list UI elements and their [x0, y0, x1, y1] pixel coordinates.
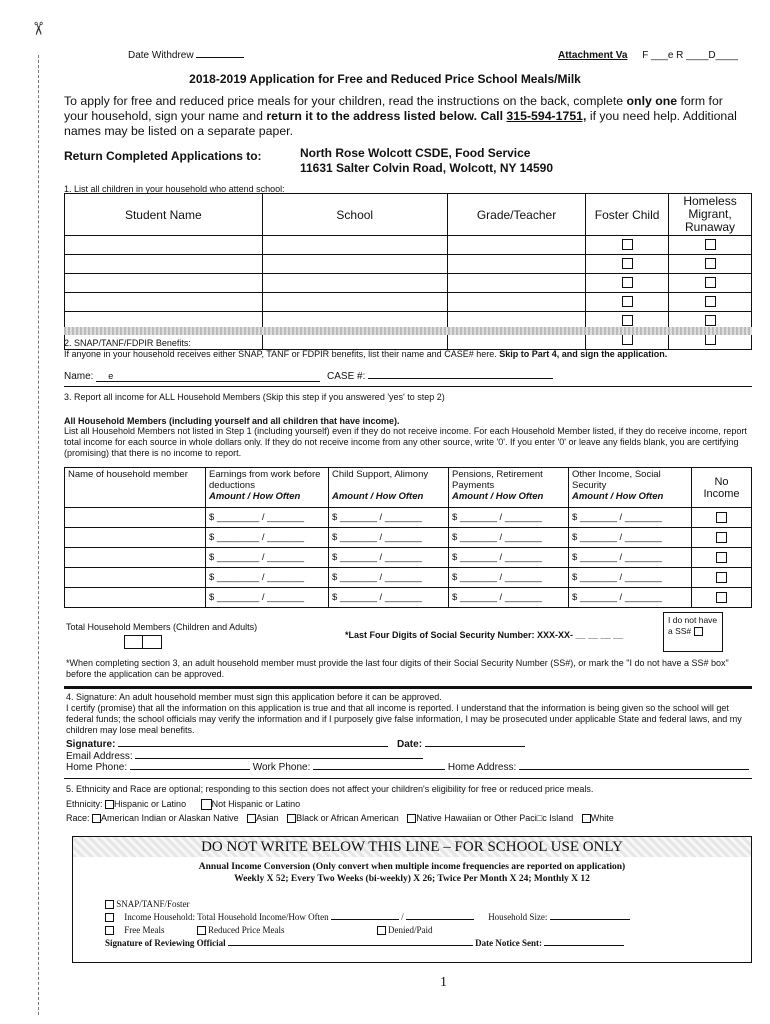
- reduced-checkbox[interactable]: [197, 926, 206, 935]
- homeless-checkbox[interactable]: [705, 239, 716, 250]
- email-field[interactable]: Email Address:: [66, 751, 423, 762]
- date-withdrew: Date Withdrew: [128, 50, 244, 61]
- race-checkbox[interactable]: [92, 814, 101, 823]
- step1-heading: 1. List all children in your household who attend school:: [64, 184, 285, 194]
- step2-text: If anyone in your household receives either SNAP, TANF or FDPIR benefits, list their name and CASE# here. Skip to Part 4, and sign the application.: [64, 349, 668, 359]
- case-number-field[interactable]: [368, 378, 553, 379]
- col-foster-child: Foster Child: [586, 194, 669, 236]
- denied-checkbox[interactable]: [377, 926, 386, 935]
- race-checkbox[interactable]: [247, 814, 256, 823]
- col-other-income: Other Income, Social Security: [572, 469, 661, 491]
- student-name-cell[interactable]: [65, 236, 263, 255]
- step2-name-field[interactable]: Name: e CASE #:: [64, 371, 553, 382]
- income-row: Income Household: Total Household Income/How Often / Household Size:: [105, 912, 630, 922]
- race-checkbox[interactable]: [582, 814, 591, 823]
- member-name-cell[interactable]: [65, 568, 206, 588]
- col-earnings: Earnings from work before deductions: [209, 469, 321, 491]
- col-member-name: Name of household member: [65, 468, 206, 508]
- cut-line: [38, 55, 39, 1015]
- foster-checkbox[interactable]: [622, 334, 633, 345]
- step5-heading: 5. Ethnicity and Race are optional; responding to this section does not affect your children's eligibility for free or reduced price meals.: [66, 784, 594, 794]
- no-income-checkbox[interactable]: [716, 552, 727, 563]
- no-ssn-box[interactable]: I do not have a SS#: [663, 612, 723, 652]
- date-field[interactable]: [425, 746, 525, 747]
- divider: [64, 386, 752, 387]
- ssn-label: *Last Four Digits of Social Security Number: XXX-XX- __ __ __ __: [345, 630, 624, 640]
- free-checkbox[interactable]: [105, 926, 114, 935]
- attachment-label: Attachment Va F ___e R ____D____: [558, 50, 738, 61]
- scissors-icon: ✂: [28, 20, 49, 37]
- step2-heading: 2. SNAP/TANF/FDPIR Benefits:: [64, 338, 191, 348]
- phone-fields[interactable]: Home Phone: Work Phone: Home Address:: [66, 762, 749, 773]
- banner-text: DO NOT WRITE BELOW THIS LINE – FOR SCHOOL USE ONLY: [201, 839, 623, 855]
- school-use-box: [72, 836, 752, 963]
- no-income-checkbox[interactable]: [716, 532, 727, 543]
- race-row: Race: American Indian or Alaskan Native Asian Black or African American Native Hawaiian or Other Paci□c Island White: [66, 813, 614, 823]
- divider: [64, 778, 752, 779]
- no-income-checkbox[interactable]: [716, 592, 727, 603]
- foster-checkbox[interactable]: [622, 277, 633, 288]
- step3-note: *When completing section 3, an adult household member must provide the last four digits of their Social Security Number (SS#), or mark the "I do not have a SS# box" before the application can be approved.: [66, 658, 729, 679]
- step3-body: List all Household Members not listed in Step 1 (including yourself) even if they do not receive income. For each Household Member listed, if they do receive income, report total income for each source in whole dollars only. If they do not receive income from any other source, write '0'. If you enter '0' or leave any fields blank, you are certifying (promising) that there is no income to report.: [64, 426, 747, 458]
- divider: [64, 686, 752, 689]
- conversion-note: Annual Income Conversion (Only convert when multiple income frequencies are reported on application) Weekly X 52; Every Two Weeks (bi-weekly) X 26; Twice Per Month X 24; Monthly X 12: [198, 862, 626, 884]
- race-checkbox[interactable]: [287, 814, 296, 823]
- reviewer-row: Signature of Reviewing Official Date Notice Sent:: [105, 938, 624, 948]
- col-child-support: Child Support, Alimony: [332, 469, 429, 480]
- col-homeless: Homeless Migrant, Runaway: [669, 194, 752, 236]
- total-members-label: Total Household Members (Children and Adults): [66, 622, 258, 632]
- foster-checkbox[interactable]: [622, 296, 633, 307]
- homeless-checkbox[interactable]: [705, 277, 716, 288]
- col-student-name: Student Name: [65, 194, 263, 236]
- race-checkbox[interactable]: [407, 814, 416, 823]
- income-table: Name of household member Earnings from work before deductions Amount / How Often Child Support, Alimony Amount / How Often Pensions, Retirement Payments Amount / How Often Other Income, Social Security Amount / How Often No Income $ ________ / _______ $ _______ / _______ $ _______ / _______ $ _______ / _______ $ ________ / _______ $ _______ / _______ $ _______ / _______ $ _______ / _______ $ ________ / _______ $ _______ / _______ $ _______ / _______ $ _______ / _______ $ ________ / _______ $ _______ / _______ $ _______ / _______ $ _______ / _______ $ ________ / _______ $ _______ / _______ $ _______ / _______ $ _______ / _______: [64, 467, 752, 608]
- page-number: 1: [440, 975, 447, 990]
- step3-sub: All Household Members (including yourself and all children that have income).: [64, 416, 400, 426]
- student-name-cell[interactable]: [65, 274, 263, 293]
- homeless-checkbox[interactable]: [705, 296, 716, 307]
- income-household-checkbox[interactable]: [105, 913, 114, 922]
- no-income-checkbox[interactable]: [716, 512, 727, 523]
- total-members-field[interactable]: [124, 635, 162, 649]
- return-label: Return Completed Applications to:: [64, 149, 262, 163]
- foster-checkbox[interactable]: [622, 258, 633, 269]
- hispanic-checkbox[interactable]: [105, 800, 114, 809]
- step4-heading: 4. Signature: An adult household member must sign this application before it can be approved.: [66, 692, 442, 702]
- col-no-income: No Income: [692, 468, 752, 508]
- section-divider: [64, 327, 752, 335]
- student-name-cell[interactable]: [65, 293, 263, 312]
- col-school: School: [262, 194, 447, 236]
- member-name-cell[interactable]: [65, 588, 206, 608]
- foster-checkbox[interactable]: [622, 315, 633, 326]
- student-name-cell[interactable]: [65, 255, 263, 274]
- no-ssn-checkbox[interactable]: [694, 627, 703, 636]
- not-hispanic-checkbox[interactable]: [201, 799, 212, 810]
- snap-checkbox[interactable]: [105, 900, 114, 909]
- return-address: North Rose Wolcott CSDE, Food Service 11631 Salter Colvin Road, Wolcott, NY 14590: [300, 146, 553, 175]
- member-name-cell[interactable]: [65, 508, 206, 528]
- homeless-checkbox[interactable]: [705, 315, 716, 326]
- intro-paragraph: To apply for free and reduced price meals for your children, read the instructions on the back, complete only one form for your household, sign your name and return it to the address listed below. Call 315-594-1751, if you need help. Additional names may be listed on a separate paper.: [64, 94, 737, 138]
- homeless-checkbox[interactable]: [705, 258, 716, 269]
- col-grade-teacher: Grade/Teacher: [447, 194, 585, 236]
- step4-certify: I certify (promise) that all the information on this application is true and that all income is reported. I understand that the information is being given so the school will get federal funds; the school officials may verify the information and if I purposely give false information, I may be prosecuted under applicable State and federal laws, and my children may lose meal benefits.: [66, 703, 742, 735]
- snap-row: SNAP/TANF/Foster: [105, 899, 190, 909]
- signature-field[interactable]: Signature: Date:: [66, 739, 525, 750]
- page-title: 2018-2019 Application for Free and Reduced Price School Meals/Milk: [189, 72, 581, 86]
- homeless-checkbox[interactable]: [705, 334, 716, 345]
- member-name-cell[interactable]: [65, 548, 206, 568]
- step3-heading: 3. Report all income for ALL Household Members (Skip this step if you answered 'yes' to step 2): [64, 392, 445, 402]
- home-address-field[interactable]: [519, 769, 749, 770]
- no-income-checkbox[interactable]: [716, 572, 727, 583]
- determination-row: Free Meals Reduced Price Meals Denied/Paid: [105, 925, 432, 935]
- ethnicity-row: Ethnicity: Hispanic or Latino Not Hispanic or Latino: [66, 799, 301, 809]
- col-pensions: Pensions, Retirement Payments: [452, 469, 543, 491]
- foster-checkbox[interactable]: [622, 239, 633, 250]
- member-name-cell[interactable]: [65, 528, 206, 548]
